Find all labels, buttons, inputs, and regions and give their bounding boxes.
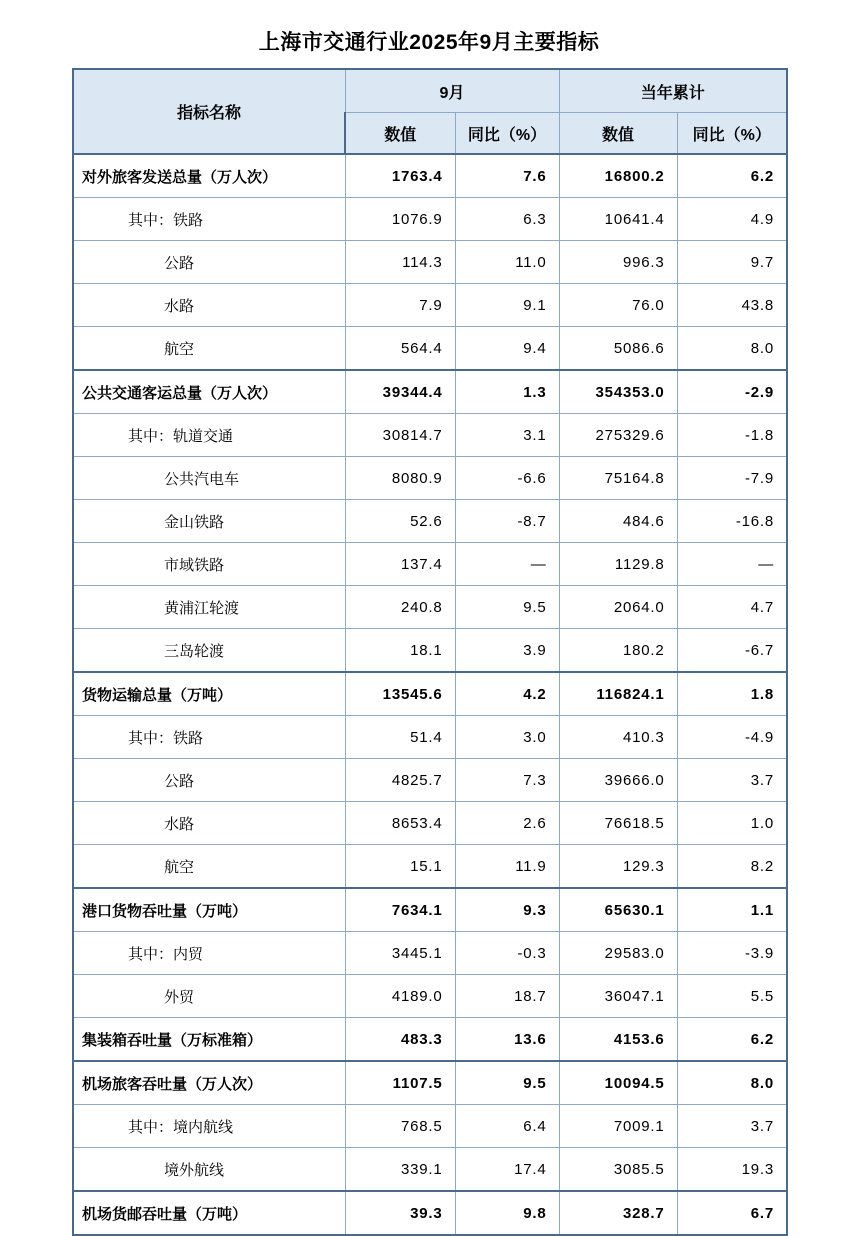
- table-row: [73, 327, 787, 371]
- row-label: 三岛轮渡: [73, 629, 345, 673]
- table-row: [73, 975, 787, 1018]
- row-label: 公共交通客运总量（万人次）: [73, 370, 345, 414]
- row-month-value: 7.9: [345, 284, 455, 327]
- row-cumulative-value: 10641.4: [559, 198, 677, 241]
- row-cumulative-value: 29583.0: [559, 932, 677, 975]
- row-month-value: 114.3: [345, 241, 455, 284]
- row-label: 其中：轨道交通: [73, 414, 345, 457]
- row-label: 其中：内贸: [73, 932, 345, 975]
- row-cumulative-yoy: 5.5: [677, 975, 787, 1018]
- row-label: 港口货物吞吐量（万吨）: [73, 888, 345, 932]
- row-month-value: 52.6: [345, 500, 455, 543]
- table-row: [73, 888, 787, 932]
- row-month-yoy: 9.4: [455, 327, 559, 371]
- transport-indicators-table: [72, 68, 788, 1236]
- row-cumulative-value: 410.3: [559, 716, 677, 759]
- row-month-yoy: 3.1: [455, 414, 559, 457]
- table-row: [73, 284, 787, 327]
- row-cumulative-yoy: -4.9: [677, 716, 787, 759]
- row-cumulative-yoy: 1.8: [677, 672, 787, 716]
- table-row: [73, 1061, 787, 1105]
- row-cumulative-value: 484.6: [559, 500, 677, 543]
- row-month-yoy: 13.6: [455, 1018, 559, 1062]
- row-month-value: 1107.5: [345, 1061, 455, 1105]
- table-row: [73, 802, 787, 845]
- row-label: 机场货邮吞吐量（万吨）: [73, 1191, 345, 1235]
- row-month-yoy: 9.3: [455, 888, 559, 932]
- row-month-value: 7634.1: [345, 888, 455, 932]
- row-month-value: 18.1: [345, 629, 455, 673]
- row-month-value: 1076.9: [345, 198, 455, 241]
- row-cumulative-value: 996.3: [559, 241, 677, 284]
- row-cumulative-yoy: —: [677, 543, 787, 586]
- row-cumulative-value: 328.7: [559, 1191, 677, 1235]
- table-row: [73, 629, 787, 673]
- row-month-yoy: 17.4: [455, 1148, 559, 1192]
- row-label: 机场旅客吞吐量（万人次）: [73, 1061, 345, 1105]
- row-cumulative-yoy: 43.8: [677, 284, 787, 327]
- row-month-value: 8080.9: [345, 457, 455, 500]
- row-label: 航空: [73, 327, 345, 371]
- row-label: 水路: [73, 802, 345, 845]
- row-month-yoy: 9.5: [455, 586, 559, 629]
- table-row: [73, 1148, 787, 1192]
- row-month-value: 3445.1: [345, 932, 455, 975]
- row-cumulative-yoy: -16.8: [677, 500, 787, 543]
- header-indicator-name: 指标名称: [73, 69, 345, 154]
- row-cumulative-value: 116824.1: [559, 672, 677, 716]
- row-month-yoy: 18.7: [455, 975, 559, 1018]
- row-cumulative-value: 5086.6: [559, 327, 677, 371]
- row-cumulative-yoy: 6.2: [677, 1018, 787, 1062]
- row-month-value: 137.4: [345, 543, 455, 586]
- row-cumulative-yoy: 6.2: [677, 154, 787, 198]
- page-title: 上海市交通行业2025年9月主要指标: [258, 31, 600, 54]
- row-cumulative-value: 76.0: [559, 284, 677, 327]
- row-month-value: 483.3: [345, 1018, 455, 1062]
- table-row: [73, 500, 787, 543]
- row-month-yoy: 11.0: [455, 241, 559, 284]
- table-row: [73, 586, 787, 629]
- row-cumulative-value: 275329.6: [559, 414, 677, 457]
- row-cumulative-yoy: 3.7: [677, 1105, 787, 1148]
- row-cumulative-yoy: 4.9: [677, 198, 787, 241]
- header-cumulative-yoy: 同比（%）: [677, 113, 787, 155]
- row-month-yoy: 6.4: [455, 1105, 559, 1148]
- row-cumulative-yoy: -2.9: [677, 370, 787, 414]
- row-cumulative-yoy: -7.9: [677, 457, 787, 500]
- row-cumulative-yoy: 1.0: [677, 802, 787, 845]
- row-label: 水路: [73, 284, 345, 327]
- row-month-value: 39344.4: [345, 370, 455, 414]
- table-row: [73, 457, 787, 500]
- table-row: [73, 370, 787, 414]
- row-month-yoy: 4.2: [455, 672, 559, 716]
- row-label: 其中：铁路: [73, 198, 345, 241]
- row-label: 公共汽电车: [73, 457, 345, 500]
- row-cumulative-value: 354353.0: [559, 370, 677, 414]
- header-month-yoy: 同比（%）: [455, 113, 559, 155]
- table-row: [73, 672, 787, 716]
- row-cumulative-yoy: 3.7: [677, 759, 787, 802]
- row-month-yoy: 3.9: [455, 629, 559, 673]
- row-month-yoy: 9.8: [455, 1191, 559, 1235]
- table-row: [73, 543, 787, 586]
- row-month-value: 39.3: [345, 1191, 455, 1235]
- row-cumulative-value: 65630.1: [559, 888, 677, 932]
- row-month-yoy: 9.5: [455, 1061, 559, 1105]
- row-cumulative-yoy: 8.2: [677, 845, 787, 889]
- row-month-yoy: 9.1: [455, 284, 559, 327]
- row-month-value: 564.4: [345, 327, 455, 371]
- table-row: [73, 932, 787, 975]
- table-row: [73, 1105, 787, 1148]
- row-cumulative-yoy: -1.8: [677, 414, 787, 457]
- row-cumulative-yoy: 1.1: [677, 888, 787, 932]
- row-cumulative-value: 7009.1: [559, 1105, 677, 1148]
- row-cumulative-yoy: -3.9: [677, 932, 787, 975]
- row-label: 集装箱吞吐量（万标准箱）: [73, 1018, 345, 1062]
- row-cumulative-value: 2064.0: [559, 586, 677, 629]
- row-cumulative-yoy: 8.0: [677, 327, 787, 371]
- row-label: 其中：境内航线: [73, 1105, 345, 1148]
- row-cumulative-value: 180.2: [559, 629, 677, 673]
- row-month-yoy: 3.0: [455, 716, 559, 759]
- row-month-value: 15.1: [345, 845, 455, 889]
- table-row: [73, 716, 787, 759]
- table-row: [73, 1191, 787, 1235]
- row-month-yoy: 6.3: [455, 198, 559, 241]
- row-month-yoy: 1.3: [455, 370, 559, 414]
- header-group-month: 9月: [345, 69, 559, 113]
- row-month-yoy: 11.9: [455, 845, 559, 889]
- header-group-cumulative: 当年累计: [559, 69, 787, 113]
- header-month-value: 数值: [345, 113, 455, 155]
- row-cumulative-value: 16800.2: [559, 154, 677, 198]
- table-row: [73, 845, 787, 889]
- row-cumulative-value: 129.3: [559, 845, 677, 889]
- row-label: 航空: [73, 845, 345, 889]
- row-month-value: 4825.7: [345, 759, 455, 802]
- table-header: [73, 69, 787, 154]
- row-month-value: 30814.7: [345, 414, 455, 457]
- table-row: [73, 154, 787, 198]
- row-cumulative-value: 1129.8: [559, 543, 677, 586]
- table-row: [73, 241, 787, 284]
- row-cumulative-value: 3085.5: [559, 1148, 677, 1192]
- row-month-value: 240.8: [345, 586, 455, 629]
- row-month-value: 13545.6: [345, 672, 455, 716]
- table-body: [73, 154, 787, 1235]
- row-month-yoy: -0.3: [455, 932, 559, 975]
- row-month-yoy: —: [455, 543, 559, 586]
- header-cumulative-value: 数值: [559, 113, 677, 155]
- row-month-yoy: -8.7: [455, 500, 559, 543]
- row-label: 公路: [73, 759, 345, 802]
- row-label: 公路: [73, 241, 345, 284]
- row-cumulative-yoy: 9.7: [677, 241, 787, 284]
- row-cumulative-value: 4153.6: [559, 1018, 677, 1062]
- row-month-yoy: 7.3: [455, 759, 559, 802]
- row-month-value: 8653.4: [345, 802, 455, 845]
- row-label: 货物运输总量（万吨）: [73, 672, 345, 716]
- row-label: 境外航线: [73, 1148, 345, 1192]
- table-row: [73, 198, 787, 241]
- table-row: [73, 759, 787, 802]
- row-cumulative-value: 75164.8: [559, 457, 677, 500]
- row-month-value: 339.1: [345, 1148, 455, 1192]
- row-month-value: 1763.4: [345, 154, 455, 198]
- row-cumulative-yoy: 4.7: [677, 586, 787, 629]
- row-cumulative-yoy: 8.0: [677, 1061, 787, 1105]
- row-label: 金山铁路: [73, 500, 345, 543]
- row-label: 外贸: [73, 975, 345, 1018]
- row-label: 市域铁路: [73, 543, 345, 586]
- row-month-yoy: -6.6: [455, 457, 559, 500]
- row-cumulative-yoy: -6.7: [677, 629, 787, 673]
- row-month-value: 4189.0: [345, 975, 455, 1018]
- row-cumulative-value: 39666.0: [559, 759, 677, 802]
- table-row: [73, 414, 787, 457]
- row-cumulative-value: 76618.5: [559, 802, 677, 845]
- row-cumulative-yoy: 6.7: [677, 1191, 787, 1235]
- row-month-value: 51.4: [345, 716, 455, 759]
- row-cumulative-value: 36047.1: [559, 975, 677, 1018]
- table-row: [73, 1018, 787, 1062]
- row-label: 其中：铁路: [73, 716, 345, 759]
- row-month-yoy: 7.6: [455, 154, 559, 198]
- row-cumulative-yoy: 19.3: [677, 1148, 787, 1192]
- row-month-value: 768.5: [345, 1105, 455, 1148]
- row-month-yoy: 2.6: [455, 802, 559, 845]
- row-cumulative-value: 10094.5: [559, 1061, 677, 1105]
- row-label: 黄浦江轮渡: [73, 586, 345, 629]
- row-label: 对外旅客发送总量（万人次）: [73, 154, 345, 198]
